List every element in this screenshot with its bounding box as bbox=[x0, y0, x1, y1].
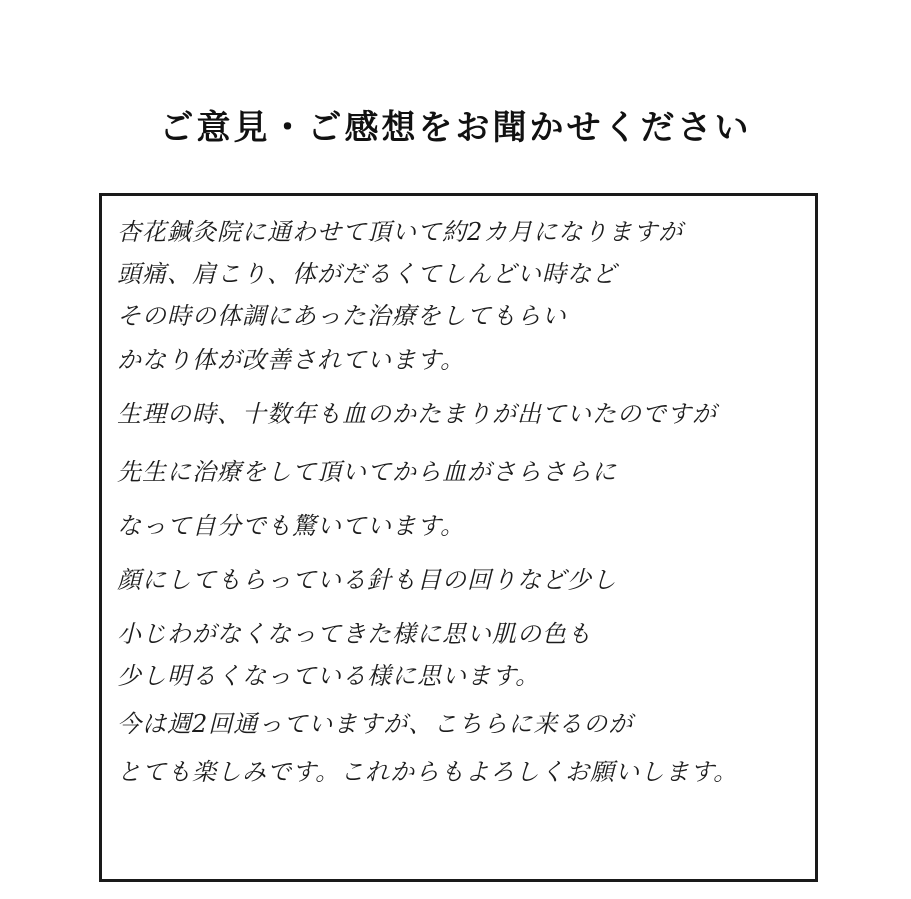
comment-line: 小じわがなくなってきた様に思い肌の色も bbox=[117, 620, 592, 648]
comment-line: 少し明るくなっている様に思います。 bbox=[117, 662, 541, 690]
comment-line: 杏花鍼灸院に通わせて頂いて約2カ月になりますが bbox=[117, 218, 684, 246]
comment-line: 先生に治療をして頂いてから血がさらさらに bbox=[117, 458, 617, 486]
comment-line: なって自分でも驚いています。 bbox=[117, 512, 466, 540]
comment-line: かなり体が改善されています。 bbox=[117, 346, 466, 374]
page-title: ご意見・ご感想をお聞かせください bbox=[159, 108, 752, 148]
comment-line: 生理の時、十数年も血のかたまりが出ていたのですが bbox=[117, 400, 717, 428]
comment-line: その時の体調にあった治療をしてもらい bbox=[117, 302, 567, 330]
comment-line: 頭痛、肩こり、体がだるくてしんどい時など bbox=[117, 260, 617, 288]
comment-line: 今は週2回通っていますが、こちらに来るのが bbox=[117, 710, 634, 738]
comment-line: 顔にしてもらっている針も目の回りなど少し bbox=[117, 566, 617, 594]
comment-line: とても楽しみです。これからもよろしくお願いします。 bbox=[117, 758, 739, 786]
